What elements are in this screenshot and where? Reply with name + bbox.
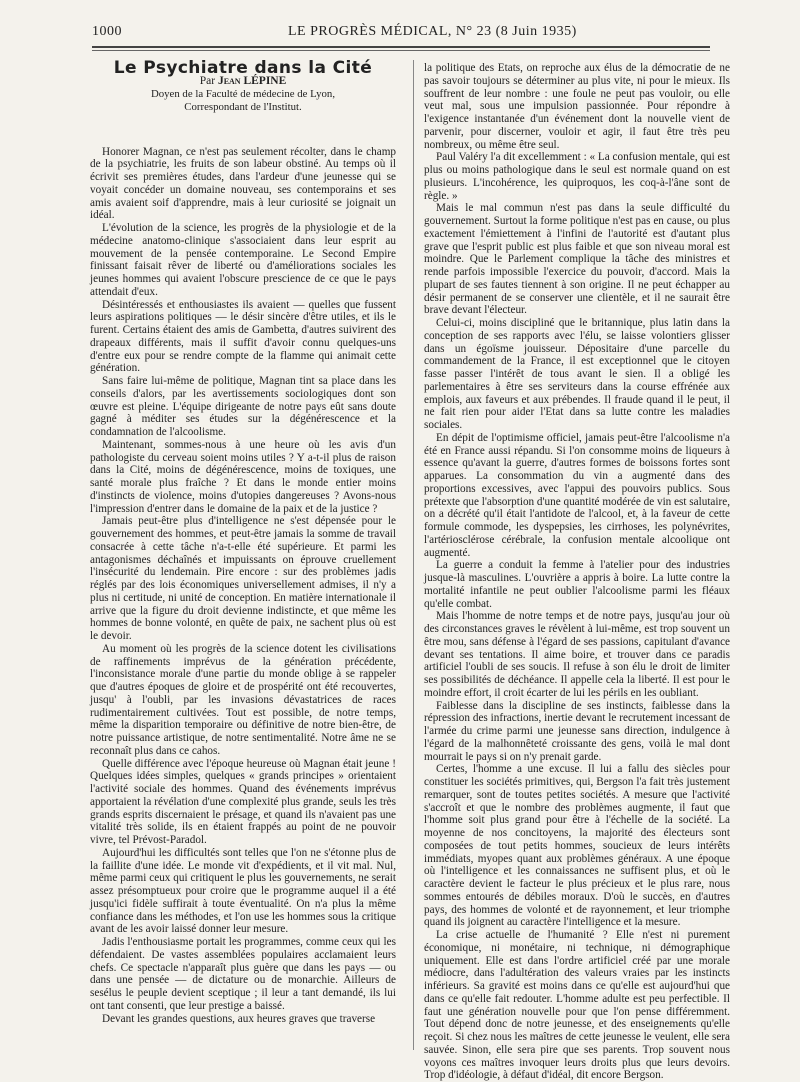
title-spacer bbox=[90, 114, 396, 146]
byline-prefix: Par bbox=[199, 74, 216, 87]
journal-title: LE PROGRÈS MÉDICAL, N° 23 (8 Juin 1935) bbox=[288, 24, 577, 39]
paragraph: Paul Valéry l'a dit excellemment : « La confusion mentale, qui est plus ou moins pathologique dans le seul est normale quand on est plusieurs. L'incohérence, les quiproquos, les coq-à-l'âne sont de règle. » bbox=[424, 151, 730, 202]
paragraph: Mais le mal commun n'est pas dans la seule difficulté du gouvernement. Surtout la forme politique n'est pas en cause, ou plus exactement l'émiettement à l'infini de l'autorité est d'autant plus grave que l'esprit public est plus faible et que son niveau moral est moindre. Que le Parlement complique la tâche des ministres et rende parfois impossible l'exercice du pouvoir, d'accord. Mais la plupart de ses fautes tiennent à son origine. Il ne peut échapper au désir permanent de se conserver une clientèle, et il ne saurait être brave devant l'électeur. bbox=[424, 202, 730, 317]
paragraph: Faiblesse dans la discipline de ses instincts, faiblesse dans la répression des infractions, inertie devant le recrutement incessant de l'armée du crime parmi une jeunesse sans direction, indulgence à l'égard de la malhonnêteté croissante des gens, voilà le mal dont mourrait le pays si on n'y prenait garde. bbox=[424, 699, 730, 763]
author-name: Jean LÉPINE bbox=[217, 74, 287, 87]
affiliation-line-1: Doyen de la Faculté de médecine de Lyon, bbox=[150, 87, 336, 100]
paragraph: Au moment où les progrès de la science dotent les civilisations de raffinements imprévus de la génération précédente, l'inconsistance morale d'une partie du monde oblige à se rappeler que d'autres époques de gloire et de prospérité ont été recouvertes, jusqu' à l'oubli, par les invasions dévastatrices de races rudimentairement cultivées. Tout est possible, de notre temps, même la disparition temporaire ou définitive de notre bien-être, de notre puissance artistique, de notre sentimentalité. Notre âme ne se reconnaît plus dans ce cahos. bbox=[90, 642, 396, 757]
paragraph: la politique des Etats, on reproche aux élus de la démocratie de ne pas savoir toujours se déterminer au plus vite, ni pour le mieux. Ils souffrent de leur nombre : une foule ne peut pas vouloir, ou elle veut mal, sous une impulsion passionnée. Pour répondre à l'exigence instantanée d'un événement dont la nouvelle vient de parvenir, pour discerner, vouloir et agir, il faut être très peu nombreux, ou même être seul. bbox=[424, 62, 730, 151]
paragraph: Celui-ci, moins discipliné que le britannique, plus latin dans la conception de ses rapports avec l'élu, se laisse volontiers glisser dans un égoïsme jouisseur. Dépositaire d'une parcelle du commandement de la France, il est exceptionnel que le citoyen fasse passer l'intérêt de tous avant le sien. Il a obligé les parlementaires à être ses serviteurs dans la course effrénée aux emplois, aux faveurs et aux prébendes. Il fraude quand il le peut, il ne fait rien pour aider l'Etat dans sa lutte contre les maladies sociales. bbox=[424, 317, 730, 431]
paragraph: Jamais peut-être plus d'intelligence ne s'est dépensée pour le gouvernement des hommes, et peut-être jamais la somme de travail consacrée à cette tâche n'a-t-elle été supérieure. Et parmi les antagonismes déchaînés et impuissants on éprouve cruellement l'insécurité du lendemain. Pire encore : sur des problèmes jadis réglés par des lois économiques universellement admises, il n'y a plus ni certitude, ni unité de conception. En matière internationale il arrive que la figure du droit devienne indistincte, et que même les hommes de bonne volonté, en quête de paix, ne sachent plus où est le devoir. bbox=[90, 515, 396, 642]
page-number: 1000 bbox=[92, 24, 122, 39]
paragraph: Désintéressés et enthousiastes ils avaient — quelles que fussent leurs aspirations politiques — le désir sincère d'être utiles, et ils le furent. Certains étaient des amis de Gambetta, d'autres suivirent des drapeaux différents, mais il suffit d'avoir connu quelques-uns d'entre eux pour se rendre compte de la flamme qui animait cette génération. bbox=[90, 298, 396, 375]
paragraph: L'évolution de la science, les progrès de la physiologie et de la médecine anatomo-clinique s'associaient dans leur esprit au mouvement de la pensée contemporaine. Le Second Empire finissant faisait rêver de liberté ou d'améliorations sociales les jeunes hommes qui avaient l'obscure prescience de ce que le pays attendait d'eux. bbox=[90, 222, 396, 298]
paragraph: Aujourd'hui les difficultés sont telles que l'on ne s'étonne plus de la faillite d'une idée. Le monde vit d'expédients, et il vit mal. Nul, même parmi ceux qui critiquent le plus les gouvernements, ne serait assez présomptueux pour croire que le programme auquel il a été jusqu'ici fidèle suffirait à toute éventualité. On n'a plus la même confiance dans les méthodes, et l'on use les hommes sous la critique avant de les avoir laissé donner leur mesure. bbox=[90, 846, 396, 936]
left-column bbox=[90, 58, 396, 1052]
article-title: Le Psychiatre dans la Cité bbox=[113, 58, 373, 78]
paragraph: Sans faire lui-même de politique, Magnan tint sa place dans les conseils d'alors, par les avertissements sociologiques dont son œuvre est pleine. L'équipe dirigeante de notre pays eût sans doute gagné à méditer ses études sur la dégénérescence et la condamnation de l'alcoolisme. bbox=[90, 375, 396, 438]
running-header bbox=[92, 24, 712, 46]
paragraph: La crise actuelle de l'humanité ? Elle n'est ni purement économique, ni monétaire, ni technique, ni démographique uniquement. Elle est dans l'ordre artificiel créé par une morale médiocre, dans l'adultération des valeurs vraies par les instincts inférieurs. Sa gravité est moins dans ce qu'elle est aujourd'hui que dans ce qu'elle fait redouter. L'homme adulte est peu perfectible. Il faut une génération nouvelle pour que l'on pense différemment. Tout dépend donc de notre jeunesse, et des enseignements qu'elle reçoit. Si chez nous les maîtres de cette jeunesse le veulent, elle sera sauvée. Sinon, elle sera pire que ses parents. Trop souvent nous voyons ces maîtres invoquer leurs droits plus que leurs devoirs. Trop d'idéologie, à défaut d'idéal, dit encore Bergson. bbox=[424, 929, 730, 1082]
paragraph: Certes, l'homme a une excuse. Il lui a fallu des siècles pour constituer les sociétés primitives, qui, Bergson l'a fait très justement remarquer, sont de toutes petites sociétés. A mesure que l'activité s'accroît et que le nombre des problèmes augmente, il faut que l'homme soit plus grand pour être à l'échelle de la société. La moyenne de nos concitoyens, la majorité des électeurs sont composées de tout petits hommes, soucieux de leurs intérêts immédiats, myopes quant aux problèmes généraux. A une époque où l'intelligence et les connaissances ne suffisent plus, et où le caractère devient le facteur le plus précieux et le plus rare, nous sommes entourés de débiles moraux. D'où le succès, en d'autres pays, des hommes de volonté et de rayonnement, et leur triomphe quand ils joignent au caractère l'intelligence et la mesure. bbox=[424, 763, 730, 929]
paragraph: Devant les grandes questions, aux heures graves que traverse bbox=[102, 1012, 376, 1025]
paragraph: Jadis l'enthousiasme portait les programmes, comme ceux qui les défendaient. De vastes assemblées populaires acclamaient leurs chefs. Ce spectacle n'apparaît plus guère que dans les pays — ou dans une pensée — de dictature ou de monarchie. Ailleurs de sesélus le peuple devient sceptique ; il leur a tant demandé, ils lui ont tant consenti, que leur prestige a baissé. bbox=[90, 936, 396, 1012]
paragraph: La guerre a conduit la femme à l'atelier pour des industries jusque-là masculines. L'ouvrière a appris à boire. La lutte contre la mortalité infantile ne peut oublier l'alcoolisme parmi les fléaux qu'elle combat. bbox=[424, 559, 730, 610]
paragraph: Quelle différence avec l'époque heureuse où Magnan était jeune ! Quelques idées simples, quelques « grands principes » orientaient l'activité sociale des hommes. Quand des événements imprévus apportaient la révélation d'une complexité plus grande, seuls les très grands esprits discernaient le présage, et quand ils n'avaient pas une vitalité très solide, ils en étaient frappés au point de ne pouvoir vivre, tel Prévost-Paradol. bbox=[90, 757, 396, 846]
column-divider bbox=[413, 60, 414, 1050]
header-rule bbox=[92, 46, 710, 51]
paragraph: En dépit de l'optimisme officiel, jamais peut-être l'alcoolisme n'a été en France aussi répandu. Si l'on consomme moins de liqueurs à essence qu'avant la guerre, d'autres formes de boissons fortes sont apparues. La consommation du vin a augmenté dans des proportions excessives, avec l'appui des pouvoirs publics. Sous prétexte que l'absorption d'une quantité modérée de vin est salutaire, on a décrété qu'il était l'antidote de l'alcool, et, à la faveur de cette formule commode, les dyspepsies, les cirrhoses, les polynévrites, l'artériosclérose cérébrale, la confusion mentale alcoolique ont augmenté. bbox=[424, 431, 730, 559]
paragraph: Maintenant, sommes-nous à une heure où les avis d'un pathologiste du cerveau soient moins utiles ? Y a-t-il plus de raison dans la Cité, moins de dégénérescence, moins de toxiques, une santé morale plus fraîche ? Et dans le monde entier moins d'instincts de violence, moins d'utopies dangereuses ? Avons-nous l'impression d'entrer dans le domaine de la paix et de la justice ? bbox=[90, 438, 396, 515]
paragraph: Honorer Magnan, ce n'est pas seulement récolter, dans le champ de la psychiatrie, les fruits de son labeur obstiné. Au temps où il écrivit ses premières études, dans l'ardeur d'une jeunesse qui se voyait concéder un domaine nouveau, ses contemporains et ses amis avaient soif d'apprendre, mais à leur curiosité se joignait un idéal. bbox=[90, 145, 396, 222]
affiliation-line-2: Correspondant de l'Institut. bbox=[184, 100, 302, 113]
paragraph: Mais l'homme de notre temps et de notre pays, jusqu'au jour où des circonstances graves le révèlent à lui-même, est trop souvent un être mou, sans défense à l'égard de ses passions, capitulant d'avance devant ses tentations. Il aime boire, et trouver dans ce paradis artificiel l'oubli de ses soucis. Il refuse à son élu le droit de limiter ses possibilités de déchéance. Il appelle cela la liberté. Il est pour le moindre effort, il croit écarter de lui les périls en les oubliant. bbox=[424, 610, 730, 699]
right-column bbox=[424, 62, 730, 1082]
